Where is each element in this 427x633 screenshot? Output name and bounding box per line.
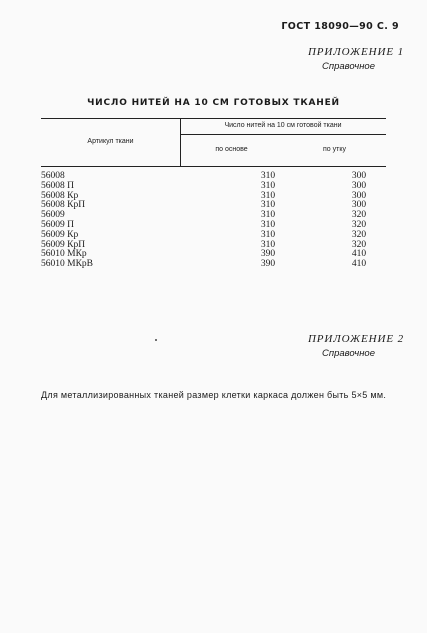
cell-warp: 390 bbox=[260, 259, 276, 270]
cell-weft: 320 bbox=[351, 210, 367, 221]
table-header-bottom-rule bbox=[41, 166, 386, 167]
cell-article: 56008 П bbox=[41, 180, 74, 191]
cell-weft: 320 bbox=[351, 239, 367, 250]
table-row bbox=[41, 201, 386, 211]
cell-warp: 310 bbox=[260, 171, 276, 181]
cell-weft: 300 bbox=[351, 190, 367, 201]
table-row bbox=[41, 260, 386, 270]
cell-article: 56010 МКр bbox=[41, 249, 87, 260]
cell-warp: 310 bbox=[260, 180, 276, 191]
cell-warp: 390 bbox=[260, 249, 276, 260]
cell-article: 56009 КрП bbox=[41, 239, 86, 250]
cell-weft: 300 bbox=[351, 180, 367, 191]
table-row bbox=[41, 241, 386, 251]
table-subheader-rule bbox=[180, 134, 386, 135]
cell-article: 56009 Кр bbox=[41, 229, 79, 240]
page-header: ГОСТ 18090—90 С. 9 bbox=[281, 21, 399, 32]
cell-weft: 410 bbox=[351, 249, 367, 260]
cell-article: 56010 МКрВ bbox=[41, 259, 93, 270]
appendix-2-text: Для металлизированных тканей размер клетки каркаса должен быть 5×5 мм. bbox=[41, 390, 387, 400]
table-row bbox=[41, 192, 386, 202]
table-row bbox=[41, 221, 386, 231]
column-header-thread-count: Число нитей на 10 см готовой ткани bbox=[224, 122, 342, 129]
appendix-1-title: ПРИЛОЖЕНИЕ 1 bbox=[307, 46, 404, 58]
column-header-article: Артикул ткани bbox=[87, 138, 134, 145]
appendix-1-subtitle: Справочное bbox=[322, 61, 375, 72]
appendix-2-subtitle: Справочное bbox=[322, 348, 375, 359]
cell-warp: 310 bbox=[260, 210, 276, 221]
cell-warp: 310 bbox=[260, 219, 276, 230]
cell-article: 56008 bbox=[41, 171, 65, 181]
cell-article: 56009 bbox=[41, 210, 65, 221]
stray-mark bbox=[155, 339, 157, 341]
cell-article: 56009 П bbox=[41, 219, 74, 230]
cell-weft: 320 bbox=[351, 219, 367, 230]
table-row bbox=[41, 172, 386, 182]
cell-article: 56008 КрП bbox=[41, 200, 86, 211]
table-body bbox=[41, 172, 386, 270]
cell-warp: 310 bbox=[260, 239, 276, 250]
table-row bbox=[41, 231, 386, 241]
cell-article: 56008 Кр bbox=[41, 190, 79, 201]
column-header-weft: по утку bbox=[323, 146, 346, 153]
cell-weft: 300 bbox=[351, 171, 367, 181]
appendix-2-title: ПРИЛОЖЕНИЕ 2 bbox=[307, 333, 404, 345]
column-header-warp: по основе bbox=[215, 146, 248, 153]
cell-warp: 310 bbox=[260, 229, 276, 240]
cell-warp: 310 bbox=[260, 200, 276, 211]
table-top-rule bbox=[41, 118, 386, 119]
table-row bbox=[41, 211, 386, 221]
cell-weft: 320 bbox=[351, 229, 367, 240]
table-row bbox=[41, 182, 386, 192]
cell-weft: 410 bbox=[351, 259, 367, 270]
cell-weft: 300 bbox=[351, 200, 367, 211]
cell-warp: 310 bbox=[260, 190, 276, 201]
table-title: ЧИСЛО НИТЕЙ НА 10 СМ ГОТОВЫХ ТКАНЕЙ bbox=[87, 98, 340, 108]
